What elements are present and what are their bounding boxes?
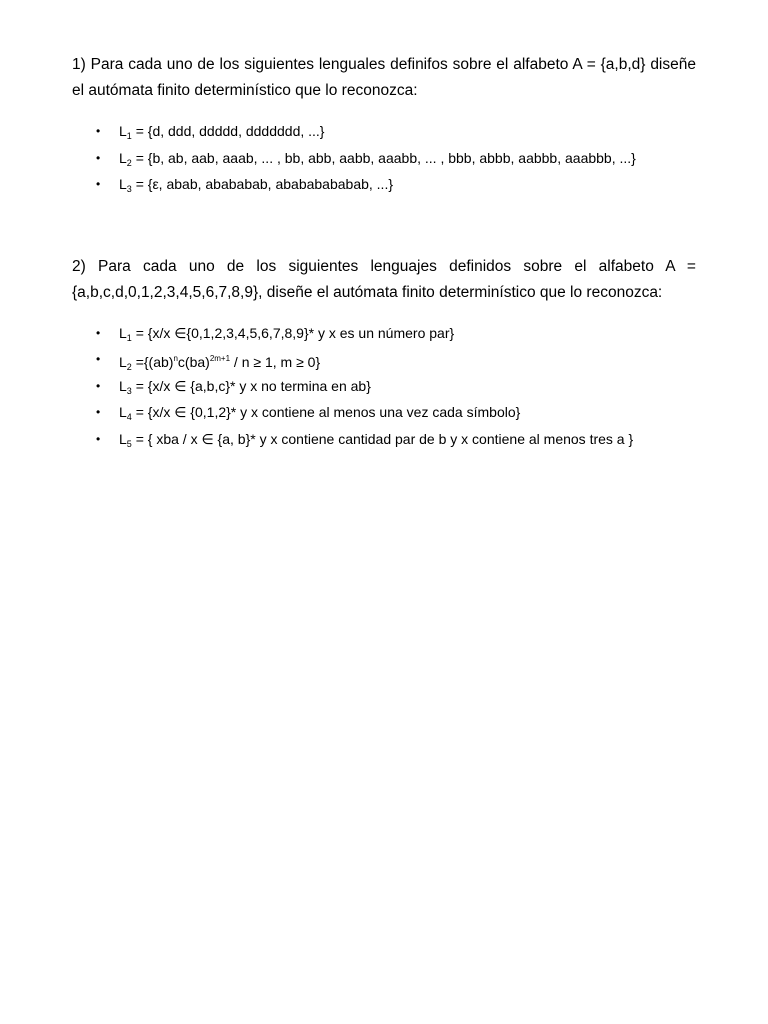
list-item: • $L_1 = \{d$, ddd, ddddd, ddddddd, ...} <box>72 118 696 145</box>
bullet-icon: • <box>96 352 101 366</box>
list-item: • $L_3 = \{x/x$ ∈ {a,b,c}* y x no termina en ab} <box>72 373 696 400</box>
bullet-icon: • <box>96 124 101 138</box>
document-page <box>72 52 696 452</box>
list-item: • $L_2 = \{b$, ab, aab, aaab, ... , bb, abb, aabb, aaabb, ... , bbb, abbb, aabbb, aaabbb, ...} <box>72 145 696 172</box>
list-item: • $L_1 = \{x/x$ ∈{0,1,2,3,4,5,6,7,8,9}* y x es un número par} <box>72 320 696 347</box>
question-2-intro: 2) Para cada uno de los siguientes lenguajes definidos sobre el alfabeto A = {a,b,c,d,0,1,2,3,4,5,6,7,8,9}, diseñe el autómata finito determinístico que lo reconozca: <box>72 257 696 301</box>
list-item: • $L_4 = \{x/x$ ∈ {0,1,2}* y x contiene al menos una vez cada símbolo} <box>72 399 696 426</box>
bullet-icon: • <box>96 378 101 393</box>
list-item: • $L_3 = \{\varepsilon$, abab, abababab, abababababab, ...} <box>72 171 696 198</box>
question-2-list <box>72 320 696 453</box>
bullet-icon: • <box>96 177 101 191</box>
question-1-list <box>72 118 696 198</box>
bullet-icon: • <box>96 431 101 446</box>
bullet-icon: • <box>96 405 101 419</box>
list-item: • $L_2 =\{(ab)^nc(ba)^{2m+1} / n \ge 1$, m ≥ 0} <box>72 346 696 373</box>
section-spacer <box>72 198 696 254</box>
list-item: • $L_5$ = { xba / x ∈ {a, b}* y x contiene cantidad par de b y x contiene al menos tres a } <box>72 426 696 453</box>
question-1-intro: 1) Para cada uno de los siguientes lenguales definifos sobre el alfabeto A = {a,b,d} diseñe el autómata finito determinístico que lo reconozca: <box>72 56 696 99</box>
bullet-icon: • <box>96 150 101 165</box>
bullet-icon: • <box>96 325 101 340</box>
